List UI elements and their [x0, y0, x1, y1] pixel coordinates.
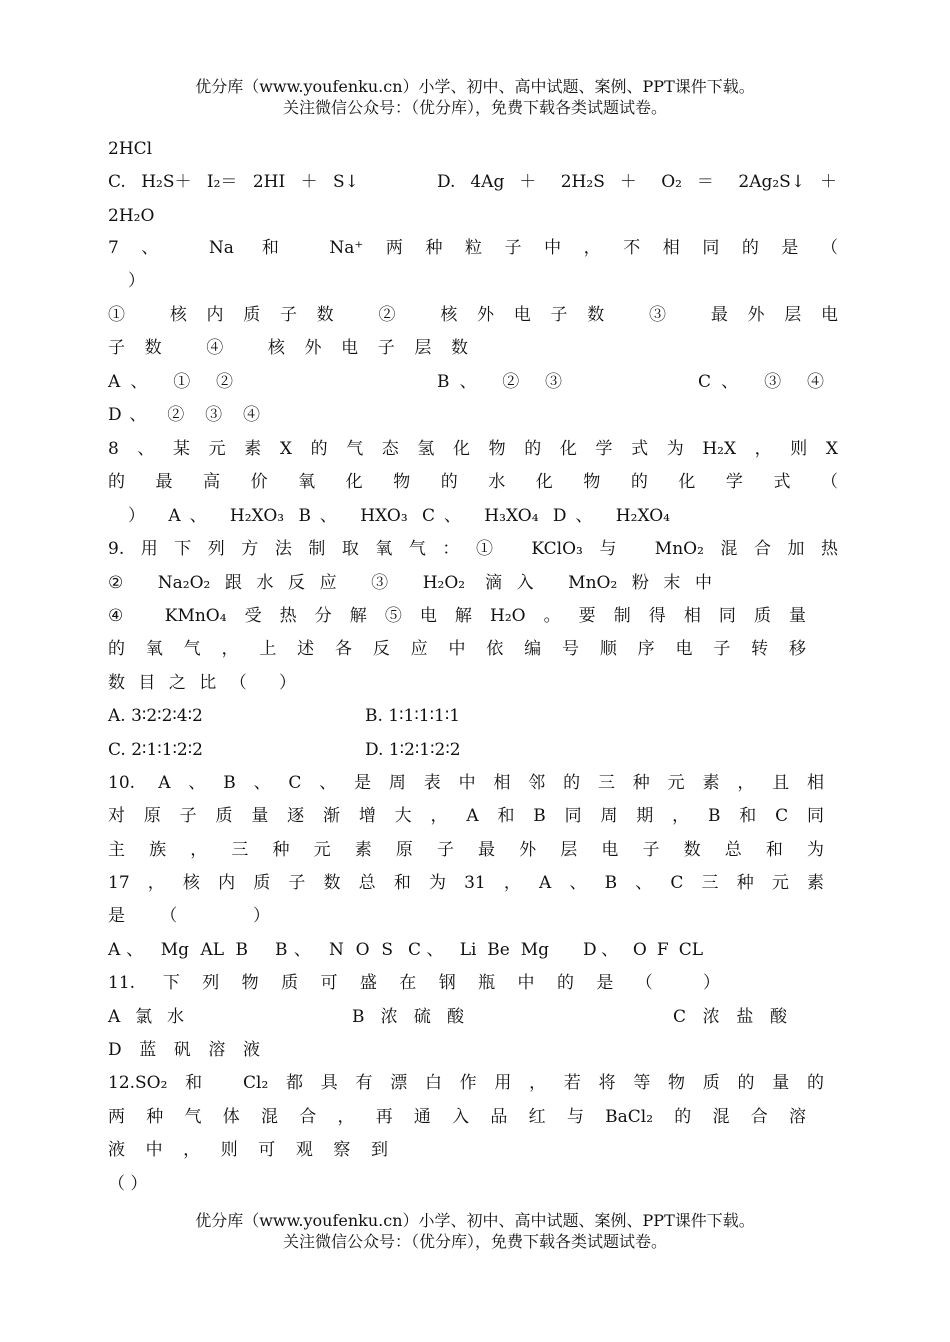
- q10-option-b: B、 N O S: [275, 940, 393, 960]
- q6-cont: 2HCl: [108, 139, 153, 159]
- q10-option-d: D、 O F CL: [583, 940, 703, 960]
- q9-option-c: C. 2∶1∶1∶2∶2: [108, 740, 203, 760]
- q10-line-4: 17，核内质子数总和为31，A、B、C三种元素: [108, 873, 824, 893]
- q7-option-a: A、 ① ②: [108, 372, 233, 392]
- page-footer-line-2: 关注微信公众号：（优分库），免费下载各类试题试卷。: [282, 1232, 667, 1251]
- page-header-line-1: 优分库（www.youfenku.cn）小学、初中、高中试题、案例、PPT课件下载。: [195, 77, 755, 96]
- page-header-line-2: 关注微信公众号：（优分库），免费下载各类试题试卷。: [282, 98, 667, 117]
- q10-option-c: C、 Li Be Mg: [408, 940, 549, 960]
- q10-option-a: A、 Mg AL B: [108, 940, 248, 960]
- q8-line-1: 8、某元素X的气态氢化物的化学式为H₂X，则X: [108, 439, 838, 459]
- q8-options: ） A、 H₂XO₃ B、 HXO₃ C、 H₃XO₄ D、 H₂XO₄: [128, 506, 670, 526]
- q9-line-4: 的氧气，上述各反应中依编号顺序电子转移: [108, 639, 806, 659]
- q7-items-line-1: ① 核内质子数 ② 核外电子数 ③ 最外层电: [108, 305, 838, 325]
- q9-line-3: ④ KMnO₄受热分解⑤电解H₂O。要制得相同质量: [108, 606, 806, 626]
- q7-stem: 7、 Na 和 Na⁺两种粒子中，不相同的是（: [108, 238, 838, 258]
- q9-line-1: 9.用下列方法制取氧气：① KClO₃与 MnO₂混合加热: [108, 539, 838, 559]
- q11-option-a: A氯水: [108, 1007, 184, 1027]
- page-footer-line-1: 优分库（www.youfenku.cn）小学、初中、高中试题、案例、PPT课件下载。: [195, 1211, 755, 1230]
- q11-option-d: D蓝矾溶液: [108, 1040, 260, 1060]
- q10-line-2: 对原子质量逐渐增大，A和B同周期，B和C同: [108, 806, 824, 826]
- q8-line-2: 的最高价氧化物的水化物的化学式（: [108, 472, 838, 492]
- q11-option-b: B浓硫酸: [352, 1007, 464, 1027]
- q9-line-5: 数目之比（ ）: [108, 673, 296, 693]
- q10-line-5: 是（ ）: [108, 906, 270, 926]
- q10-line-3: 主族，三种元素原子最外层电子数总和为: [108, 840, 824, 860]
- q12-line-2: 两种气体混合，再通入品红与BaCl₂的混合溶: [108, 1107, 806, 1127]
- q12-line-3: 液中，则可观察到: [108, 1140, 388, 1160]
- q6-option-d-cont: 2H₂O: [108, 206, 155, 226]
- q11-stem: 11. 下列物质可盛在钢瓶中的是（ ）: [108, 973, 720, 993]
- q7-option-b: B、 ② ③: [437, 372, 562, 392]
- q7-option-c: C、 ③ ④: [698, 372, 824, 392]
- q9-option-a: A. 3∶2∶2∶4∶2: [108, 706, 203, 726]
- q10-line-1: 10. A、B、C、是周表中相邻的三种元素，且相: [108, 773, 824, 793]
- q12-line-1: 12.SO₂和 Cl₂都具有漂白作用，若将等物质的量的: [108, 1073, 824, 1093]
- q6-option-d: D. 4Ag ＋ 2H₂S ＋ O₂ ＝ 2Ag₂S↓ ＋: [437, 172, 837, 192]
- q11-option-c: C浓盐酸: [673, 1007, 787, 1027]
- q7-stem-close: ）: [128, 271, 145, 291]
- q12-line-4: （ ）: [108, 1174, 148, 1194]
- q9-option-d: D. 1∶2∶1∶2∶2: [365, 740, 461, 760]
- q9-option-b: B. 1∶1∶1∶1∶1: [365, 706, 461, 726]
- q6-option-c: C. H₂S＋ I₂＝ 2HI ＋ S↓: [108, 172, 359, 192]
- q7-option-d: D、 ② ③ ④: [108, 405, 260, 425]
- q9-line-2: ② Na₂O₂跟水反应 ③ H₂O₂ 滴入 MnO₂粉末中: [108, 573, 712, 593]
- q7-items-line-2: 子数 ④ 核外电子层数: [108, 338, 468, 358]
